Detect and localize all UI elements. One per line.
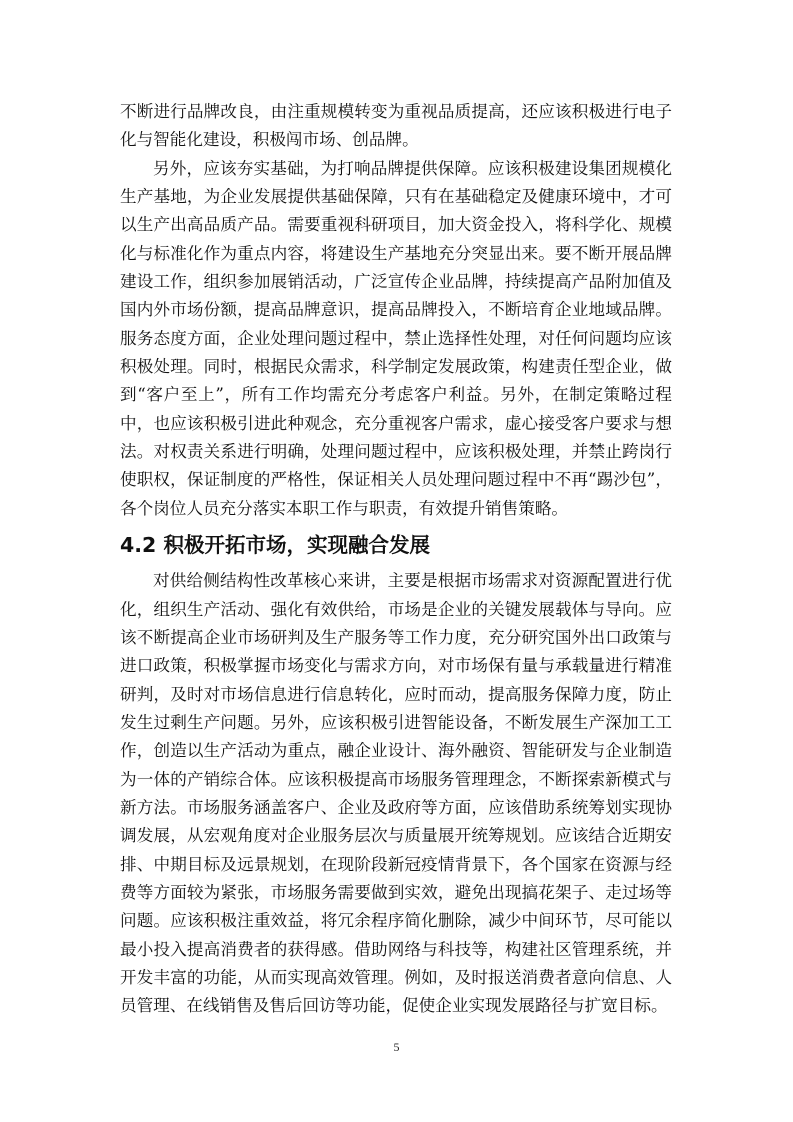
page-number: 5	[393, 1040, 400, 1054]
paragraph-continuation: 不断进行品牌改良，由注重规模转变为重视品质提高，还应该积极进行电子化与智能化建设，积极闯市场、创品牌。	[120, 102, 672, 150]
paragraph-brand-foundation: 另外，应该夯实基础，为打响品牌提供保障。应该积极建设集团规模化生产基地，为企业发展提供基础保障，只有在基础稳定及健康环境中，才可以生产出高品质产品。需要重视科研项目，加大资金投入，将科学化、规模化与标准化作为重点内容，将建设生产基地充分突显出来。要不断开展品牌建设工作，组织参加展销活动，广泛宣传企业品牌，持续提高产品附加值及国内外市场份额，提高品牌意识，提高品牌投入，不断培育企业地域品牌。服务态度方面，企业处理问题过程中，禁止选择性处理，对任何问题均应该积极处理。同时，根据民众需求，科学制定发展政策，构建责任型企业，做到“客户至上”，所有工作均需充分考虑客户利益。另外，在制定策略过程中，也应该积极引进此种观念，充分重视客户需求，虚心接受客户要求与想法。对权责关系进行明确，处理问题过程中，应该积极处理，并禁止跨岗行使职权，保证制度的严格性，保证相关人员处理问题过程中不再“踢沙包”，各个岗位人员充分落实本职工作与职责，有效提升销售策略。	[120, 158, 672, 518]
section-heading: 4.2 积极开拓市场，实现融合发展	[120, 533, 430, 558]
paragraph-market-expansion: 对供给侧结构性改革核心来讲，主要是根据市场需求对资源配置进行优化，组织生产活动、强化有效供给，市场是企业的关键发展载体与导向。应该不断提高企业市场研判及生产服务等工作力度，充分研究国外出口政策与进口政策，积极掌握市场变化与需求方向，对市场保有量与承载量进行精准研判，及时对市场信息进行信息转化，应时而动，提高服务保障力度，防止发生过剩生产问题。另外，应该积极引进智能设备，不断发展生产深加工工作，创造以生产活动为重点，融企业设计、海外融资、智能研发与企业制造为一体的产销综合体。应该积极提高市场服务管理理念，不断探索新模式与新方法。市场服务涵盖客户、企业及政府等方面，应该借助系统筹划实现协调发展，从宏观角度对企业服务层次与质量展开统筹规划。应该结合近期安排、中期目标及远景规划，在现阶段新冠疫情背景下，各个国家在资源与经费等方面较为紧张，市场服务需要做到实效，避免出现搞花架子、走过场等问题。应该积极注重效益，将冗余程序简化删除，减少中间环节，尽可能以最小投入提高消费者的获得感。借助网络与科技等，构建社区管理系统，并开发丰富的功能，从而实现高效管理。例如，及时报送消费者意向信息、人员管理、在线销售及售后回访等功能，促使企业实现发展路径与扩宽目标。	[120, 571, 672, 1016]
document-body	[120, 98, 672, 1021]
